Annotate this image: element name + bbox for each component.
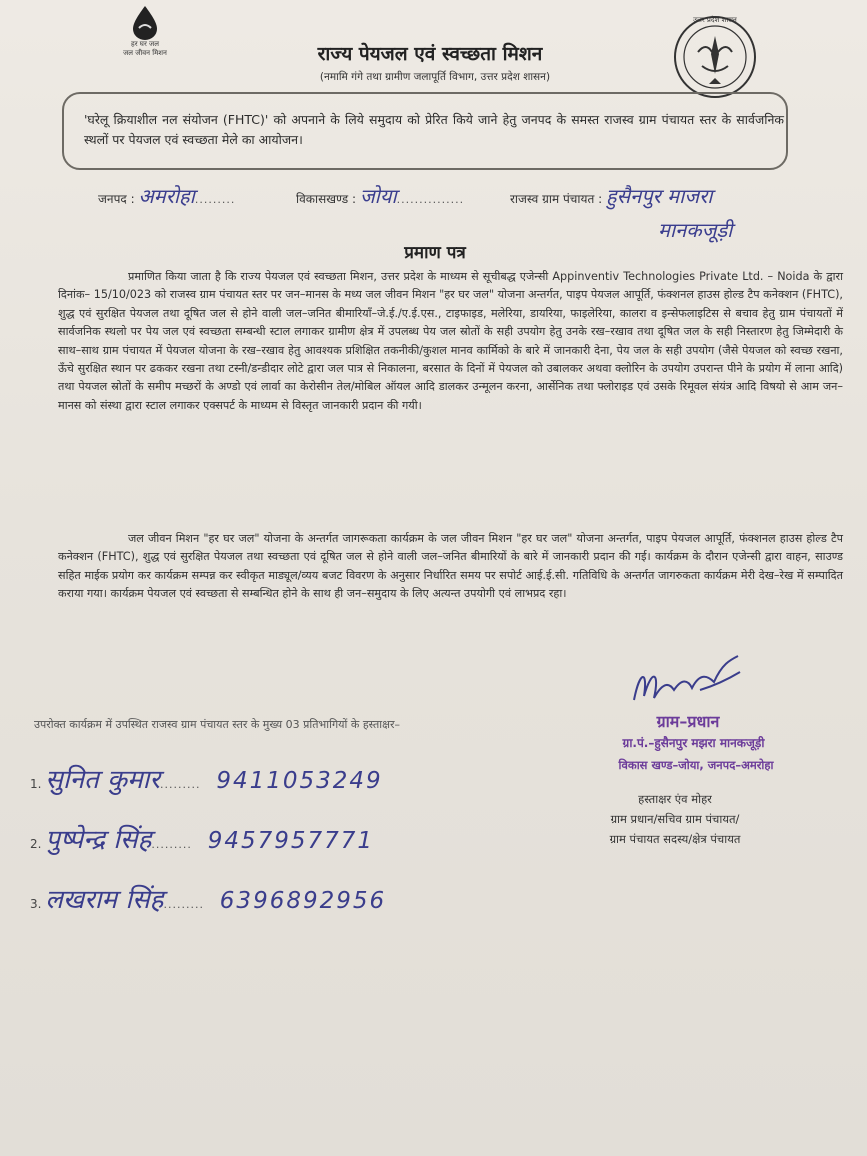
up-government-emblem — [672, 14, 758, 100]
logo-left-line1: हर घर जल — [131, 40, 159, 48]
certificate-paragraph-2: जल जीवन मिशन "हर घर जल" योजना के अन्तर्गत जागरूकता कार्यक्रम के जल जीवन मिशन "हर घर जल" योजना अन्तर्गत, पाइप पेयजल आपूर्ति, फंक्शनल हाउस होल्ड टैप कनेक्शन (FHTC), शुद्ध एवं सुरक्षित पेयजल तथा स्वच्छता एवं दूषित जल से होने वाली जल–जनित बीमारियों के बारे में जानकारी प्रदान की गई। कार्यक्रम के दौरान एजेन्सी द्वारा वाहन, साउण्ड सहित माईक प्रयोग कर कार्यक्रम सम्पन्न कर स्वीकृत माड्यूल/व्यय बजट विवरण के अनुसार निर्धारित समय पर सपोर्ट आई.ई.सी. गतिविधि के अन्तर्गत जागरुकता कार्यक्रम मेरी देख–रेख में सम्पादित कराया गया। कार्यक्रम पेयजल एवं स्वच्छता से सम्बन्धित होने के साथ ही जन–समुदाय के लिए अत्यन्त उपयोगी एवं लाभप्रद रहा। — [58, 532, 843, 601]
block-value: जोया — [359, 184, 397, 208]
participant-name: सुनित कुमार — [45, 765, 160, 795]
water-drop-icon — [130, 4, 160, 40]
block-field: विकासखण्ड : जोया............... — [296, 184, 465, 208]
banner-text: 'घरेलू क्रियाशील नल संयोजन (FHTC)' को अपनाने के लिये समुदाय को प्रेरित किये जाने हेतु जनपद के समस्त राजस्व ग्राम पंचायत स्तर के सार्वजनिक स्थलों पर पेयजल एवं स्वच्छता मेले का आयोजन। — [84, 112, 784, 147]
participant-phone: 9411053249 — [216, 768, 383, 794]
certificate-title: प्रमाण पत्र — [404, 243, 466, 263]
panchayat-field — [510, 182, 712, 209]
sign-caption-line-2: ग्राम प्रधान/सचिव ग्राम पंचायत/ — [610, 812, 740, 826]
certificate-paragraph-1: प्रमाणित किया जाता है कि राज्य पेयजल एवं स्वच्छता मिशन, उत्तर प्रदेश के माध्यम से सूचीबद्ध एजेन्सी Appinventiv Technologies Private Ltd. – Noida के द्वारा दिनांक– 15/10/023 को राजस्व ग्राम पंचायत स्तर पर जन–मानस के मध्य जल जीवन मिशन "हर घर जल" योजना अन्तर्गत, पाइप पेयजल आपूर्ति, फंक्शनल हाउस होल्ड टैप कनेक्शन (FHTC), शुद्ध एवं सुरक्षित पेयजल तथा दूषित जल से होने वाली जल–जनित बीमारियाँ–जे.ई./ए.ई.एस., टाइफाइड, मलेरिया, डायरिया, फाइलेरिया, कालरा व इन्सेफलाइटिस से बचाव हेतु ग्राम पंचायतों में सार्वजनिक स्थलो पर पेय जल एवं स्वच्छता सम्बन्धी स्टाल लगाकर ग्रामीण क्षेत्र में उपलब्ध पेय जल स्रोतों के सही उपयोग हेतु उनके रख–रखाव तथा दूषित जल के सही निस्तारण हेतु जिम्मेदारी के साथ–साथ ग्राम पंचायत में पेयजल योजना के रख–रखाव हेतु आवश्यक प्रशिक्षित तकनीकी/कुशल मानव कार्मिको के बारे में जानकारी देना, पेय जल के सही उपयोग (जैसे पेयजल को स्वच्छ रखना, ऊँचे सुरक्षित स्थान पर ढककर रखना तथा टस्नी/डन्डीदार लोटे द्वारा जल पात्र से निकालना, बरसात के दिनों में पेयजल को उबालकर अथवा क्लोरिन के उपयोग उपरान्त पीने के प्रयोग में लाना आदि) तथा पेयजल स्रोतों के समीप मच्छरों के अण्डो एवं लार्वा का केरोसीन तेल/मोबिल ऑयल आदि डालकर उन्मूलन करना, आर्सेनिक तथा फ्लोराइड एवं उसके रिमूवल संयंत्र आदि विषयो से आम जन–मानस को संस्था द्वारा स्टाल लगाकर एक्सपर्ट के माध्यम से विस्तृत जानकारी प्रदान की गयी। — [58, 270, 843, 412]
participant-number: 1. — [30, 777, 42, 791]
sign-caption-line-1: हस्ताक्षर एंव मोहर — [638, 792, 712, 806]
panchayat-value-line1: हुसैनपुर माजरा — [605, 184, 713, 208]
participant-phone: 9457957771 — [207, 828, 375, 854]
panchayat-value-line2: मानकजूड़ी — [658, 218, 733, 242]
stamp-line-1: ग्राम–प्रधान — [656, 712, 720, 731]
handwritten-signature — [630, 650, 750, 710]
panchayat-label: राजस्व ग्राम पंचायत : — [510, 192, 603, 206]
sign-caption-line-3: ग्राम पंचायत सदस्य/क्षेत्र पंचायत — [609, 832, 741, 846]
participant-row: 2. पुष्पेन्द्र सिंह......... 9457957771 — [30, 825, 375, 855]
page-title: राज्य पेयजल एवं स्वच्छता मिशन — [317, 43, 543, 65]
stamp-line-2: ग्रा.पं.–हुसैनपुर मझरा मानकजूड़ी — [622, 736, 765, 750]
participant-row: 1. सुनित कुमार......... 9411053249 — [30, 765, 383, 795]
emblem-text: उत्तर प्रदेश शासन — [693, 16, 737, 24]
participant-number: 2. — [30, 837, 42, 851]
participants-intro: उपरोक्त कार्यक्रम में उपस्थित राजस्व ग्राम पंचायत स्तर के मुख्य 03 प्रतिभागियों के हस्ताक्षर– — [34, 718, 400, 731]
participant-name: पुष्पेन्द्र सिंह — [45, 825, 152, 855]
district-value: अमरोहा — [138, 184, 195, 208]
har-ghar-jal-logo — [100, 4, 190, 74]
district-field: जनपद : अमरोहा......... — [98, 184, 236, 208]
district-label: जनपद : — [98, 192, 135, 206]
participant-number: 3. — [30, 897, 42, 911]
logo-left-line2: जल जीवन मिशन — [123, 49, 167, 57]
block-label: विकासखण्ड : — [296, 192, 357, 206]
page-subtitle: (नमामि गंगे तथा ग्रामीण जलापूर्ति विभाग, उत्तर प्रदेश शासन) — [319, 71, 551, 83]
stamp-line-3: विकास खण्ड–जोया, जनपद–अमरोहा — [618, 758, 774, 772]
participant-phone: 6396892956 — [219, 888, 387, 914]
participant-row: 3. लखराम सिंह......... 6396892956 — [30, 885, 387, 915]
participant-name: लखराम सिंह — [45, 885, 164, 915]
